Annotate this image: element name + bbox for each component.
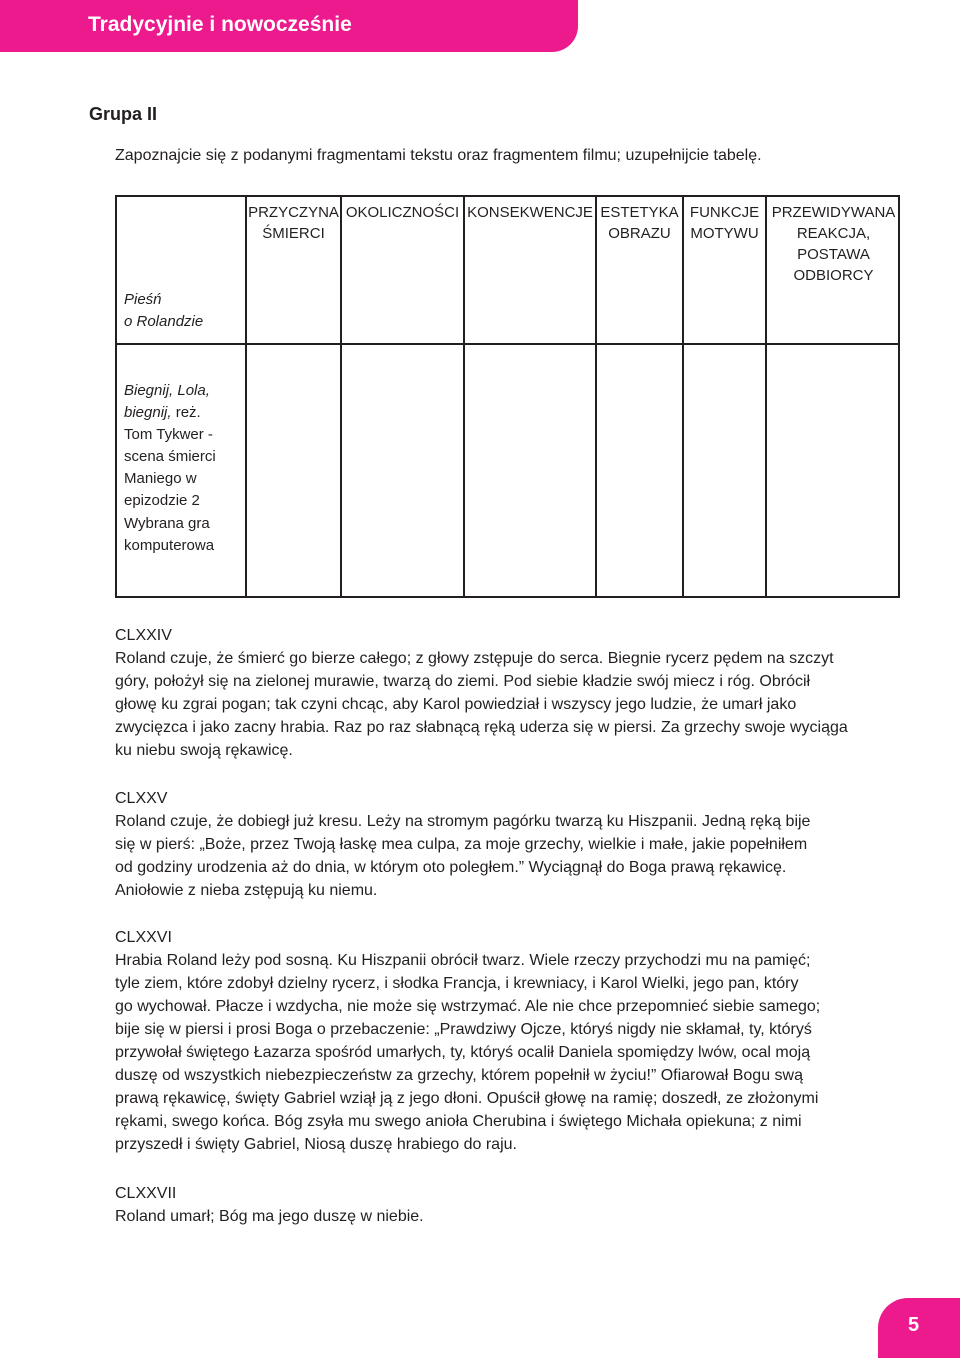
- table-divider: [340, 197, 342, 596]
- text-line: się w pierś: „Boże, przez Twoją łaskę mea culpa, za moje grzechy, wielkie i małe, jakie popełniłem: [115, 836, 808, 853]
- row-label-song-of-roland: [124, 289, 203, 333]
- header-line: PRZYCZYNA: [248, 204, 339, 221]
- table-divider: [245, 197, 247, 596]
- table-divider: [682, 197, 684, 596]
- text-line: Hrabia Roland leży pod sosną. Ku Hiszpanii obrócił twarz. Wiele rzeczy przychodzi mu na pamięć;: [115, 952, 811, 969]
- group-title: Grupa II: [89, 104, 158, 124]
- table-divider: [463, 197, 465, 596]
- header-circumstances: [342, 202, 463, 223]
- section-number: CLXXVII: [115, 1185, 177, 1202]
- header-line: PRZEWIDYWANA: [771, 204, 896, 221]
- row-label-line: scena śmierci: [124, 448, 216, 465]
- header-expected-reaction: [767, 202, 900, 286]
- row-label-line: epizodzie 2: [124, 492, 200, 509]
- text-line: tyle ziem, które zdobył dzielny rycerz, i słodka Francja, i krewniacy, i Karol Wielki, jego pan, który: [115, 975, 799, 992]
- text-line: przywołał świętego Łazarza spośród umarłych, ty, któryś ocalił Daniela spomiędzy lwów, ocal moją: [115, 1044, 811, 1061]
- section-clxxvii: [115, 1182, 905, 1228]
- text-line: od godziny urodzenia aż do dnia, w którym oto poległem.” Wyciągnął do Boga prawą rękawicę.: [115, 859, 787, 876]
- analysis-table: [115, 195, 900, 598]
- header-line: OBRAZU: [608, 225, 671, 242]
- header-line: ODBIORCY: [793, 267, 874, 284]
- row-label-line: reż.: [171, 404, 201, 421]
- instruction-text: Zapoznajcie się z podanymi fragmentami tekstu oraz fragmentem filmu; uzupełnijcie tabelę.: [115, 147, 762, 164]
- row-label-line: komputerowa: [124, 537, 215, 554]
- row-label-run-lola-run: [124, 380, 216, 512]
- header-line: REAKCJA,: [796, 225, 871, 242]
- row-label-line: Pieśń: [124, 291, 162, 308]
- text-line: przyszedł i święty Gabriel, Niosą duszę hrabiego do raju.: [115, 1136, 517, 1153]
- section-number: CLXXVI: [115, 929, 172, 946]
- section-clxxv: [115, 787, 905, 902]
- row-label-line: Biegnij, Lola,: [124, 382, 210, 399]
- row-label-line: Tom Tykwer -: [124, 426, 213, 443]
- header-consequences: [465, 202, 595, 223]
- section-number: CLXXV: [115, 790, 168, 807]
- header-bar: [0, 0, 578, 52]
- text-line: Roland czuje, że śmierć go bierze całego; z głowy zstępuje do serca. Biegnie rycerz pędem na szczyt: [115, 650, 834, 667]
- table-divider: [117, 343, 898, 345]
- header-image-aesthetics: [597, 202, 682, 244]
- text-line: zwycięzca i jako zacny hrabia. Raz po raz słabnącą ręką uderza się w piersi. Za grzechy swoje wyciąga: [115, 719, 848, 736]
- header-line: POSTAWA: [797, 246, 870, 263]
- row-label-line: o Rolandzie: [124, 313, 204, 330]
- row-label-line: Wybrana gra: [124, 515, 210, 532]
- header-motif-functions: [684, 202, 765, 244]
- text-line: rękami, swego końca. Bóg zsyła mu swego anioła Cherubina i świętego Michała opiekuna; z nimi: [115, 1113, 802, 1130]
- text-line: bije się w piersi i prosi Boga o przebaczenie: „Prawdziwy Ojcze, któryś nigdy nie skłamał, ty, któryś: [115, 1021, 812, 1038]
- row-label-line: biegnij,: [124, 404, 172, 421]
- text-line: głowę ku zgrai pogan; tak czyni chcąc, aby Karol powiedział i wszyscy jego ludzie, że umarł jako: [115, 696, 797, 713]
- header-line: ŚMIERCI: [262, 225, 325, 242]
- section-clxxvi: [115, 926, 905, 1156]
- text-line: go wychował. Płacze i wzdycha, nie może się wstrzymać. Ale nie chce przepomnieć siebie samego;: [115, 998, 821, 1015]
- header-line: MOTYWU: [690, 225, 759, 242]
- header-line: FUNKCJE: [689, 204, 760, 221]
- header-line: OKOLICZNOŚCI: [345, 204, 460, 221]
- section-clxxiv: [115, 624, 905, 762]
- table-divider: [595, 197, 597, 596]
- page-number: 5: [908, 1314, 920, 1336]
- row-label-line: Maniego w: [124, 470, 197, 487]
- header-title: Tradycyjnie i nowocześnie: [88, 13, 352, 36]
- section-number: CLXXIV: [115, 627, 172, 644]
- text-line: góry, położył się na zielonej murawie, twarzą do ziemi. Pod siebie kładzie swój miecz i róg. Obrócił: [115, 673, 811, 690]
- header-line: ESTETYKA: [600, 204, 679, 221]
- text-line: Aniołowie z nieba zstępują ku niemu.: [115, 882, 378, 899]
- text-line: ku niebu swoją rękawicę.: [115, 742, 293, 759]
- page-number-tab: [878, 1298, 960, 1358]
- header-cause-of-death: [247, 202, 340, 244]
- row-label-computer-game: [124, 513, 214, 557]
- text-line: prawą rękawicę, święty Gabriel wziął ją z jego dłoni. Opuścił głowę na ramię; doszedł, ze złożonymi: [115, 1090, 819, 1107]
- header-line: KONSEKWENCJE: [467, 204, 593, 221]
- text-line: Roland umarł; Bóg ma jego duszę w niebie.: [115, 1208, 424, 1225]
- text-line: Roland czuje, że dobiegł już kresu. Leży na stromym pagórku twarzą ku Hiszpanii. Jedną ręką bije: [115, 813, 811, 830]
- text-line: duszę od wszystkich niebezpieczeństw za grzechy, którem popełnił w życiu!” Ofiarował Bogu swą: [115, 1067, 803, 1084]
